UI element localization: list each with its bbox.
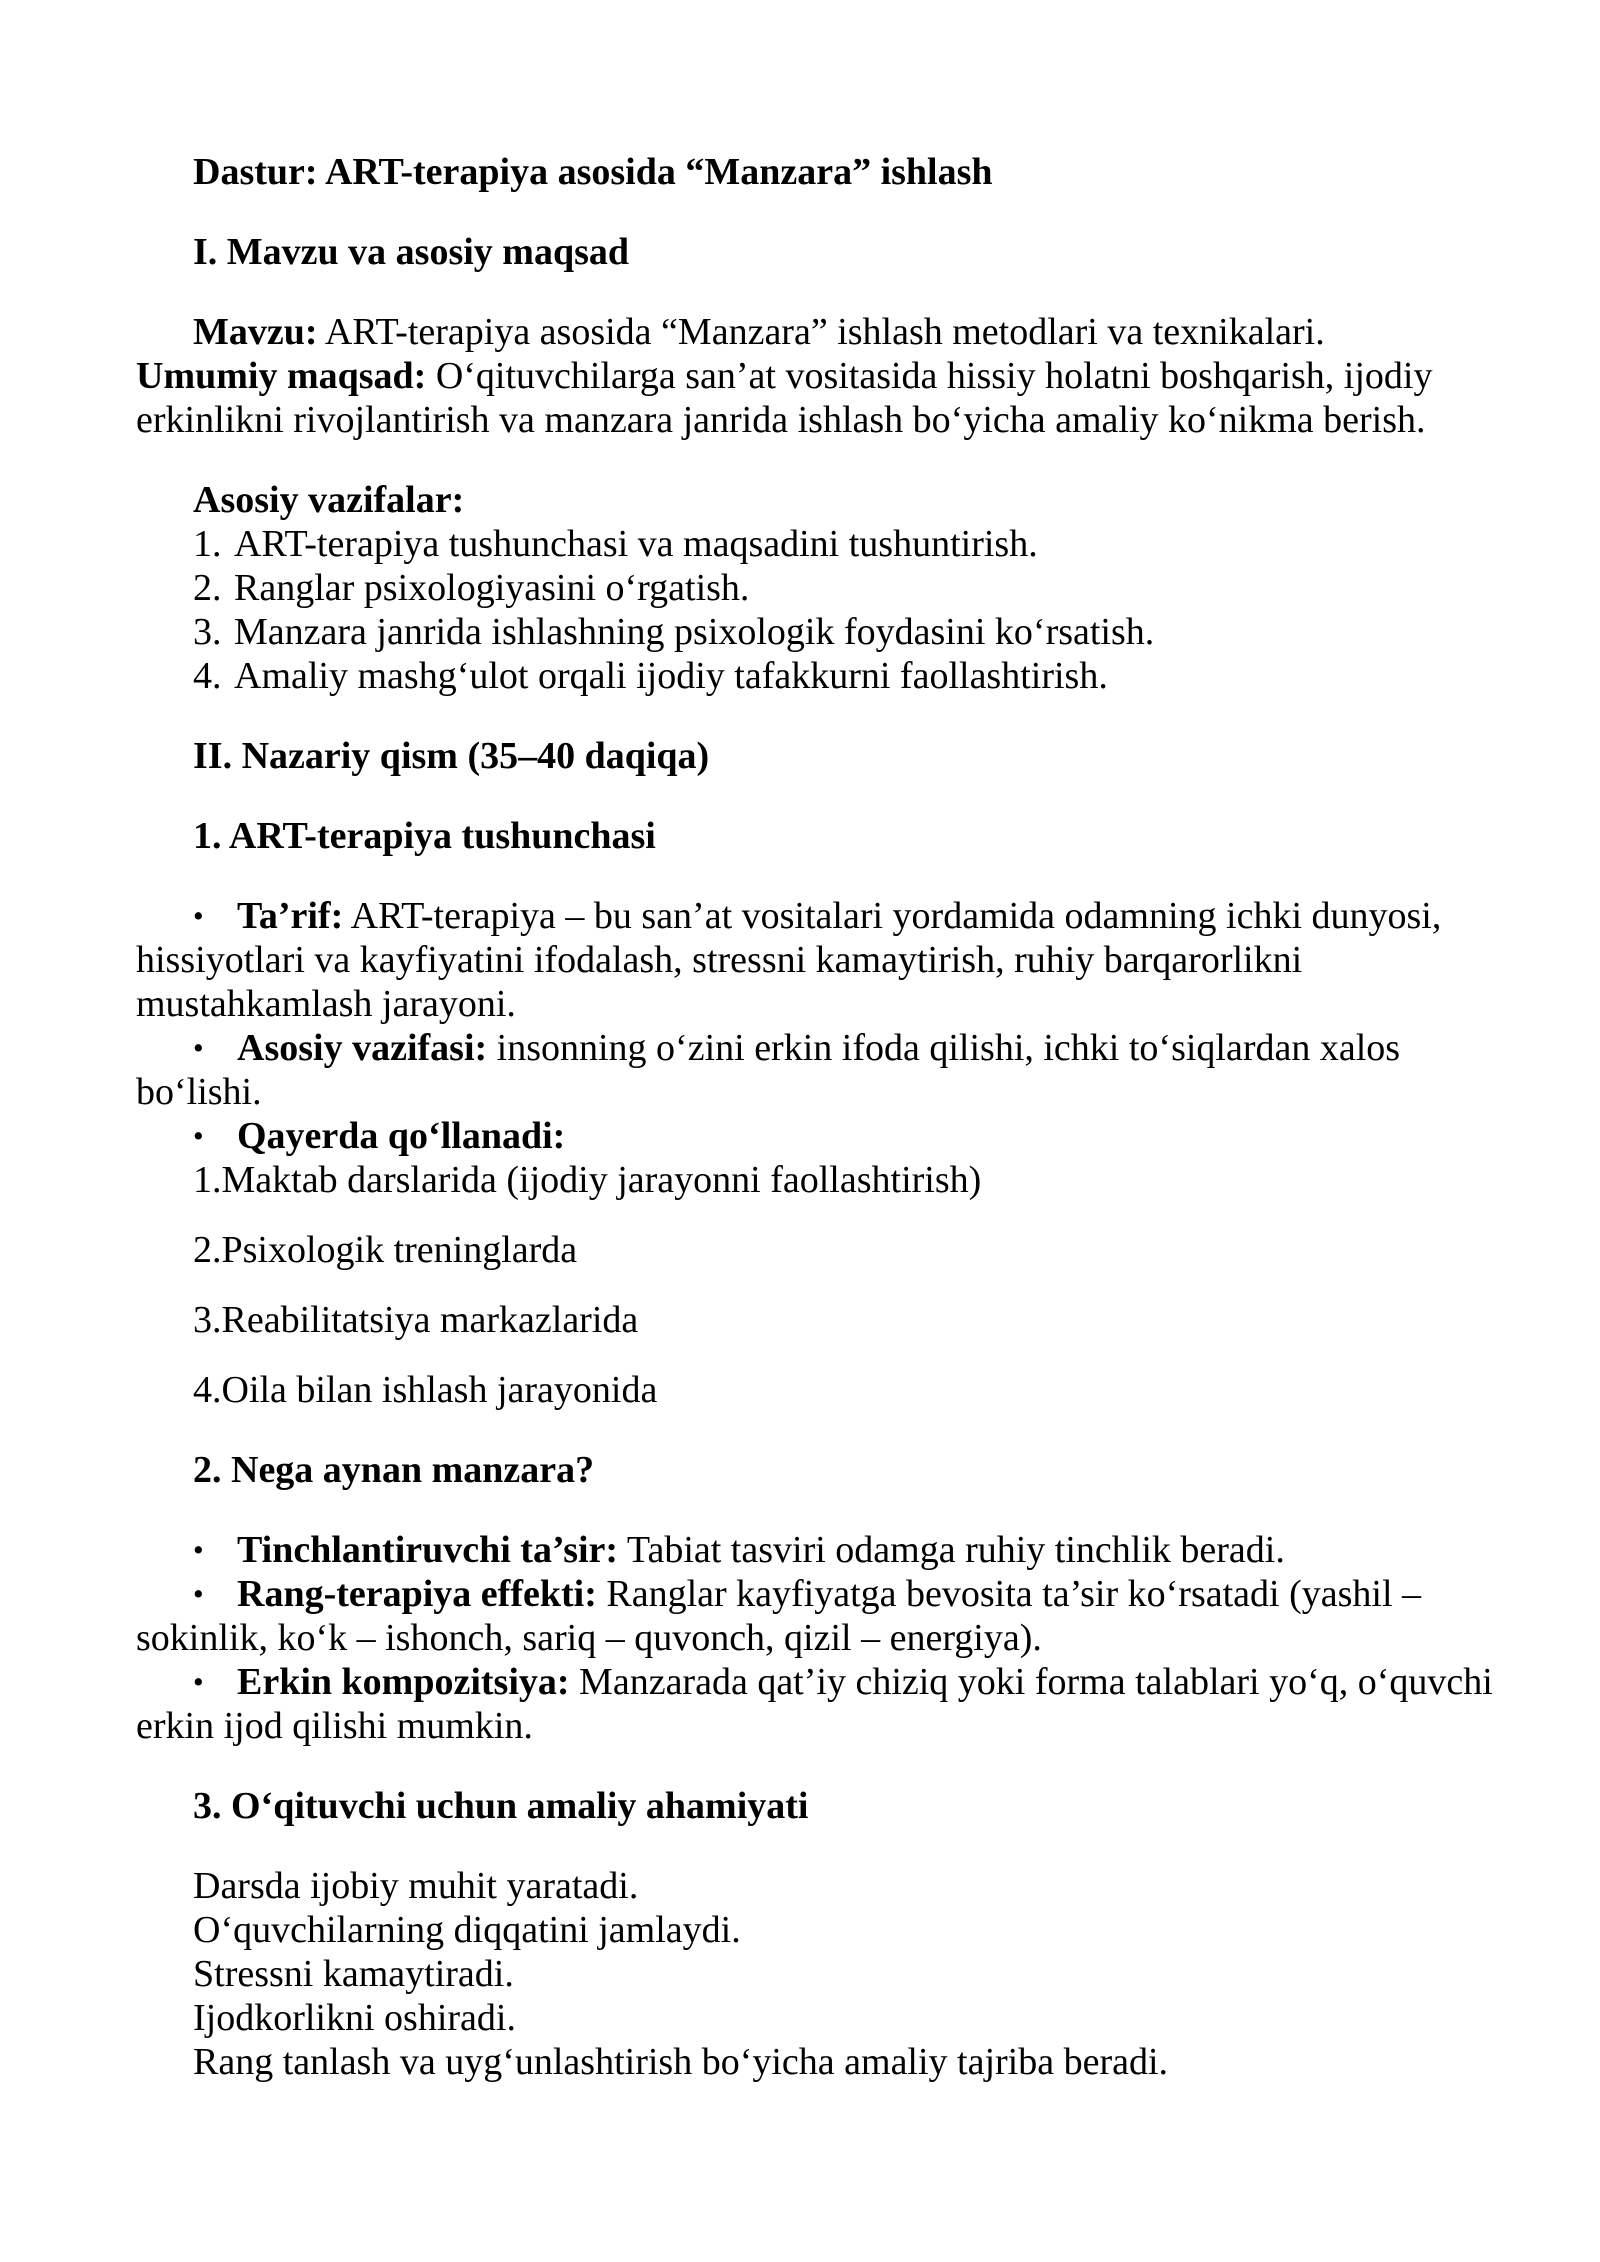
text-segment: Ranglar psixologiyasini o‘rgatish. [234, 567, 750, 609]
text-line [136, 1070, 1510, 1114]
text-segment: Ranglar kayfiyatga bevosita ta’sir ko‘rsatadi (yashil – [596, 1573, 1422, 1615]
text-segment: ART-terapiya – bu san’at vositalari yordamida odamning ichki dunyosi, [343, 895, 1442, 937]
text-line [136, 1026, 1510, 1070]
text-segment: ART-terapiya tushunchasi va maqsadini tushuntirish. [234, 523, 1038, 565]
text-line [136, 1158, 1510, 1202]
text-line [136, 1784, 1510, 1828]
text-line [136, 1368, 1510, 1412]
text-segment: Stressni kamaytiradi. [193, 1953, 514, 1995]
bullet-icon: • [193, 1119, 204, 1153]
text-line [136, 1528, 1510, 1572]
text-line [136, 982, 1510, 1026]
text-segment: Manzara janrida ishlashning psixologik foydasini ko‘rsatish. [234, 611, 1155, 653]
text-line [136, 610, 1510, 654]
text-line [136, 894, 1510, 938]
text-segment: Amaliy mashg‘ulot orqali ijodiy tafakkurni faollashtirish. [234, 655, 1108, 697]
text-line [136, 1908, 1510, 1952]
text-segment: Tabiat tasviri odamga ruhiy tinchlik beradi. [618, 1529, 1285, 1571]
text-line [136, 150, 1510, 194]
text-segment: Darsda ijobiy muhit yaratadi. [193, 1865, 639, 1907]
text-line [136, 1572, 1510, 1616]
text-segment: Mavzu: [193, 311, 318, 353]
text-line [136, 938, 1510, 982]
text-segment: 1. ART-terapiya tushunchasi [193, 815, 656, 857]
text-line [136, 1864, 1510, 1908]
bullet-icon: • [193, 1665, 204, 1699]
text-segment: Manzarada qat’iy chiziq yoki forma talablari yo‘q, o‘quvchi [569, 1661, 1493, 1703]
bullet-icon: • [193, 1577, 204, 1611]
bullet-icon: • [193, 1031, 204, 1065]
text-segment: 4.Oila bilan ishlash jarayonida [193, 1369, 658, 1411]
text-segment: erkinlikni rivojlantirish va manzara janrida ishlash bo‘yicha amaliy ko‘nikma berish. [136, 399, 1426, 441]
text-line [136, 1704, 1510, 1748]
text-line [136, 1616, 1510, 1660]
text-segment: I. Mavzu va asosiy maqsad [193, 231, 629, 273]
text-segment: Asosiy vazifalar: [193, 479, 465, 521]
text-line [136, 654, 1510, 698]
text-segment: Rang tanlash va uyg‘unlashtirish bo‘yicha amaliy tajriba beradi. [193, 2041, 1169, 2083]
text-segment: II. Nazariy qism (35–40 daqiqa) [193, 735, 710, 777]
text-segment: 3. O‘qituvchi uchun amaliy ahamiyati [193, 1785, 809, 1827]
text-segment: Dastur: ART-terapiya asosida “Manzara” ishlash [193, 151, 993, 193]
document-body [136, 150, 1510, 2084]
text-segment: Tinchlantiruvchi ta’sir: [237, 1529, 619, 1571]
list-marker: 1. [193, 523, 222, 565]
text-line [136, 734, 1510, 778]
text-line [136, 310, 1510, 354]
text-segment: 1.Maktab darslarida (ijodiy jarayonni faollashtirish) [193, 1159, 982, 1201]
text-segment: 2.Psixologik treninglarda [193, 1229, 578, 1271]
text-segment: Umumiy maqsad: [136, 355, 427, 397]
text-segment: Erkin kompozitsiya: [237, 1661, 570, 1703]
text-segment: O‘quvchilarning diqqatini jamlaydi. [193, 1909, 741, 1951]
list-marker: 3. [193, 611, 222, 653]
text-segment: Ijodkorlikni oshiradi. [193, 1997, 516, 2039]
text-line [136, 522, 1510, 566]
text-line [136, 1996, 1510, 2040]
list-marker: 2. [193, 567, 222, 609]
text-line [136, 1952, 1510, 1996]
text-line [136, 1114, 1510, 1158]
text-line [136, 230, 1510, 274]
list-marker: 4. [193, 655, 222, 697]
text-segment: erkin ijod qilishi mumkin. [136, 1705, 533, 1747]
text-line [136, 354, 1510, 398]
text-segment: Rang-terapiya effekti: [237, 1573, 597, 1615]
text-segment: bo‘lishi. [136, 1071, 262, 1113]
text-line [136, 2040, 1510, 2084]
text-segment: hissiyotlari va kayfiyatini ifodalash, stressni kamaytirish, ruhiy barqarorlikni [136, 939, 1303, 981]
bullet-icon: • [193, 1533, 204, 1567]
text-line [136, 566, 1510, 610]
text-line [136, 1298, 1510, 1342]
text-segment: O‘qituvchilarga san’at vositasida hissiy holatni boshqarish, ijodiy [426, 355, 1433, 397]
text-line [136, 1448, 1510, 1492]
text-segment: insonning o‘zini erkin ifoda qilishi, ichki to‘siqlardan xalos [487, 1027, 1401, 1069]
text-segment: mustahkamlash jarayoni. [136, 983, 516, 1025]
text-segment: 2. Nega aynan manzara? [193, 1449, 595, 1491]
text-segment: Qayerda qo‘llanadi: [237, 1115, 566, 1157]
bullet-icon: • [193, 899, 204, 933]
text-line [136, 1228, 1510, 1272]
text-line [136, 1660, 1510, 1704]
text-line [136, 398, 1510, 442]
text-segment: Asosiy vazifasi: [237, 1027, 488, 1069]
text-line [136, 478, 1510, 522]
text-segment: Ta’rif: [237, 895, 344, 937]
text-line [136, 814, 1510, 858]
text-segment: sokinlik, ko‘k – ishonch, sariq – quvonch, qizil – energiya). [136, 1617, 1042, 1659]
text-segment: ART-terapiya asosida “Manzara” ishlash metodlari va texnikalari. [317, 311, 1325, 353]
text-segment: 3.Reabilitatsiya markazlarida [193, 1299, 639, 1341]
